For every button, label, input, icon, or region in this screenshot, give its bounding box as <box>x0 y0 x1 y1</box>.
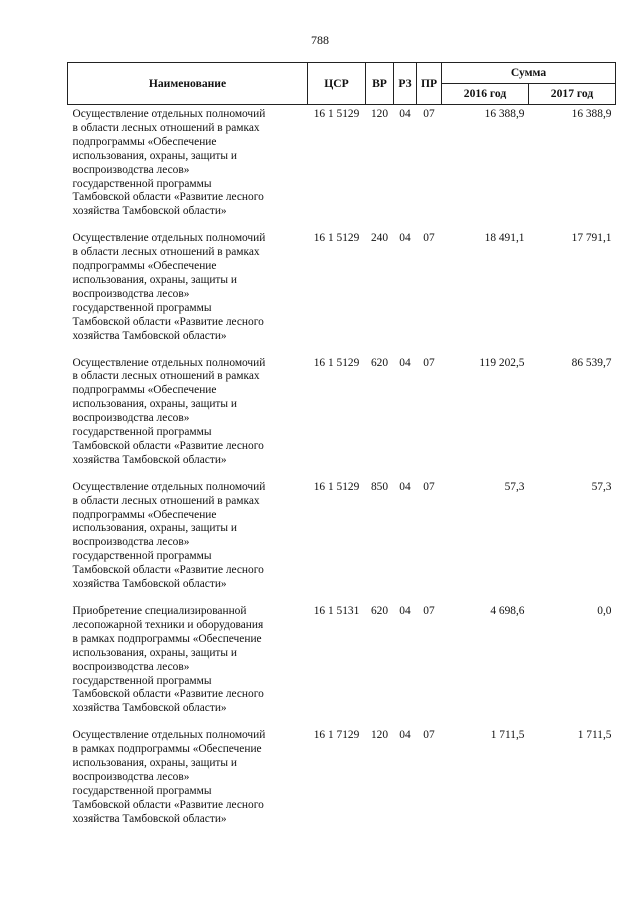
table-row <box>68 354 616 478</box>
row-sum-2016: 18 491,1 <box>484 232 525 245</box>
row-pr: 07 <box>423 605 435 617</box>
header-year-2016: 2016 год <box>442 84 529 105</box>
row-csr: 16 1 5131 <box>313 605 360 617</box>
row-name-line: Тамбовской области «Развитие лесного <box>72 315 264 328</box>
row-name-line: в области лесных отношений в рамках <box>72 246 260 259</box>
row-name-line: использования, охраны, защиты и <box>72 646 238 659</box>
row-name-cell <box>68 726 308 836</box>
row-name-line: подпрограммы «Обеспечение <box>72 135 217 148</box>
row-name-line: использования, охраны, защиты и <box>72 273 238 286</box>
row-csr: 16 1 7129 <box>313 729 360 742</box>
row-name-line: Тамбовской области «Развитие лесного <box>72 798 264 811</box>
header-rz: РЗ <box>394 63 417 105</box>
row-sum-2017: 1 711,5 <box>577 729 612 742</box>
row-vr: 850 <box>370 480 389 493</box>
row-csr: 16 1 5129 <box>313 108 360 120</box>
row-name-line: лесопожарной техники и оборудования <box>72 618 264 631</box>
row-pr: 07 <box>423 108 435 120</box>
row-name-line: в области лесных отношений в рамках <box>72 370 260 383</box>
header-year-2017: 2017 год <box>529 84 616 105</box>
row-vr: 620 <box>370 605 389 617</box>
row-name-line: использования, охраны, защиты и <box>72 149 238 162</box>
row-name-line: использования, охраны, защиты и <box>72 398 238 411</box>
row-name-line: Осуществление отдельных полномочий <box>72 232 266 245</box>
row-name-line: воспроизводства лесов» <box>72 536 190 549</box>
row-name-line: государственной программы <box>72 426 212 439</box>
row-sum-2016: 119 202,5 <box>479 356 525 369</box>
row-sum-2016: 16 388,9 <box>484 108 525 120</box>
row-name-line: государственной программы <box>72 301 212 314</box>
row-name-line: Тамбовской области «Развитие лесного <box>72 564 264 577</box>
row-rz: 04 <box>399 108 411 120</box>
row-name-line: в рамках подпрограммы «Обеспечение <box>72 632 262 645</box>
row-name-line: хозяйства Тамбовской области» <box>72 453 227 466</box>
row-name-cell <box>68 105 308 230</box>
row-name-line: государственной программы <box>72 784 212 797</box>
row-sum-2017: 86 539,7 <box>571 356 612 369</box>
table-row <box>68 602 616 726</box>
row-name-line: хозяйства Тамбовской области» <box>72 205 227 218</box>
row-name-line: государственной программы <box>72 177 212 190</box>
row-vr: 120 <box>370 108 389 120</box>
row-name-line: воспроизводства лесов» <box>72 770 190 783</box>
row-sum-2017: 16 388,9 <box>571 108 612 120</box>
row-rz: 04 <box>399 480 411 493</box>
row-name-line: использования, охраны, защиты и <box>72 757 238 770</box>
row-name-line: хозяйства Тамбовской области» <box>72 578 227 591</box>
table-row <box>68 726 616 836</box>
row-rz: 04 <box>399 356 411 369</box>
row-sum-2016: 1 711,5 <box>490 729 525 742</box>
row-rz: 04 <box>399 605 411 617</box>
row-name-cell <box>68 478 308 602</box>
row-csr: 16 1 5129 <box>313 232 360 245</box>
row-name-line: воспроизводства лесов» <box>72 412 190 425</box>
row-name-line: в области лесных отношений в рамках <box>72 494 260 507</box>
row-name-line: Осуществление отдельных полномочий <box>72 356 266 369</box>
row-name-line: Осуществление отдельных полномочий <box>72 729 266 742</box>
row-name-line: государственной программы <box>72 674 212 687</box>
row-vr: 240 <box>370 232 389 245</box>
row-name-line: использования, охраны, защиты и <box>72 522 238 535</box>
row-pr: 07 <box>423 356 435 369</box>
table-header <box>68 63 616 105</box>
row-sum-2017: 0,0 <box>597 605 612 617</box>
row-sum-2016: 57,3 <box>504 480 525 493</box>
row-sum-2017: 17 791,1 <box>571 232 612 245</box>
row-name-line: в рамках подпрограммы «Обеспечение <box>72 743 262 756</box>
row-name-line: воспроизводства лесов» <box>72 660 190 673</box>
row-name-line: Тамбовской области «Развитие лесного <box>72 191 264 204</box>
header-sum: Сумма <box>442 63 616 84</box>
row-name-cell <box>68 229 308 353</box>
row-name-line: Тамбовской области «Развитие лесного <box>72 688 264 701</box>
row-sum-2017: 57,3 <box>591 480 612 493</box>
row-name-line: воспроизводства лесов» <box>72 287 190 300</box>
row-name-line: хозяйства Тамбовской области» <box>72 329 227 342</box>
row-pr: 07 <box>423 480 435 493</box>
row-csr: 16 1 5129 <box>313 480 360 493</box>
row-name-line: в области лесных отношений в рамках <box>72 121 260 134</box>
header-vr: ВР <box>366 63 394 105</box>
row-rz: 04 <box>399 232 411 245</box>
row-name-line: подпрограммы «Обеспечение <box>72 260 217 273</box>
table-row <box>68 478 616 602</box>
header-pr: ПР <box>417 63 442 105</box>
header-name: Наименование <box>68 63 308 105</box>
row-name-line: Осуществление отдельных полномочий <box>72 108 266 120</box>
row-pr: 07 <box>423 729 435 742</box>
row-name-line: хозяйства Тамбовской области» <box>72 812 227 825</box>
row-name-line: Приобретение специализированной <box>72 605 247 617</box>
row-csr: 16 1 5129 <box>313 356 360 369</box>
row-pr: 07 <box>423 232 435 245</box>
row-name-line: подпрограммы «Обеспечение <box>72 384 217 397</box>
row-name-line: Осуществление отдельных полномочий <box>72 480 266 493</box>
row-name-line: подпрограммы «Обеспечение <box>72 508 217 521</box>
row-name-line: государственной программы <box>72 550 212 563</box>
row-name-line: хозяйства Тамбовской области» <box>72 702 227 715</box>
table-body <box>68 105 616 837</box>
page-number: 788 <box>311 33 329 47</box>
row-name-line: Тамбовской области «Развитие лесного <box>72 439 264 452</box>
row-name-cell <box>68 354 308 478</box>
row-vr: 620 <box>370 356 389 369</box>
table-row <box>68 105 616 230</box>
header-csr: ЦСР <box>308 63 366 105</box>
row-name-line: воспроизводства лесов» <box>72 163 190 176</box>
row-sum-2016: 4 698,6 <box>490 605 525 617</box>
budget-table <box>67 62 616 837</box>
row-name-cell <box>68 602 308 726</box>
table-row <box>68 229 616 353</box>
row-rz: 04 <box>399 729 411 742</box>
row-vr: 120 <box>370 729 389 742</box>
